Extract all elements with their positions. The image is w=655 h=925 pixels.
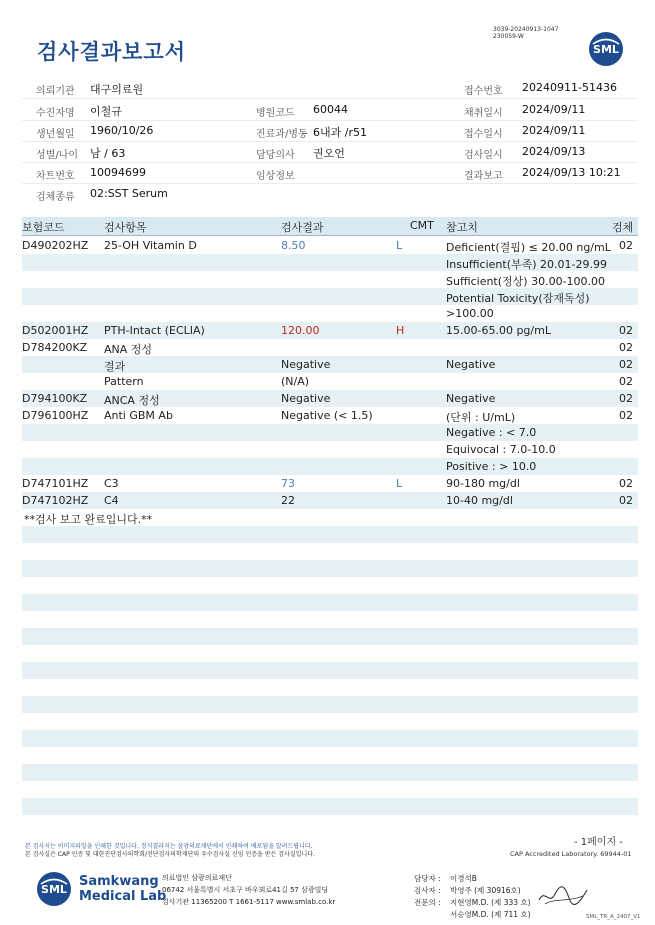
birth-label: 생년월일 — [36, 129, 75, 140]
info-row-4 — [22, 142, 638, 162]
cell-result: 22 — [281, 494, 295, 507]
receipt-no-label: 접수번호 — [464, 86, 503, 97]
cell-result: Negative (< 1.5) — [281, 409, 373, 422]
cell-spec: 02 — [619, 239, 633, 252]
cap-accreditation: CAP Accredited Laboratory. 69944-01 — [510, 850, 632, 858]
cell-result: (N/A) — [281, 375, 310, 388]
staff-value-2: 박영주 (제 30916호) — [450, 886, 521, 895]
cell-item: C4 — [104, 494, 119, 507]
cell-ref: 90-180 mg/dl — [446, 477, 520, 490]
specimen-value: 02:SST Serum — [90, 187, 168, 200]
receipt-no-value: 20240911-51436 — [522, 81, 617, 94]
cell-item: Pattern — [104, 375, 144, 388]
cell-code: D784200KZ — [22, 341, 88, 354]
staff-value-1: 이경석B — [450, 874, 477, 883]
receipt-date-value: 2024/09/11 — [522, 124, 586, 137]
staff-label-1: 담당자 : — [414, 874, 441, 883]
document-code-line1: 3039-20240913-1047 — [493, 26, 559, 33]
cell-item: **검사 보고 완료입니다.** — [24, 513, 153, 526]
cell-result: Negative — [281, 358, 331, 371]
address-line-2: 06742 서울특별시 서초구 바우뫼로41길 57 삼광빌딩 — [162, 886, 329, 894]
document-code-line2: 230059-W — [493, 33, 524, 40]
cell-spec: 02 — [619, 341, 633, 354]
sml-logo-text: SML — [593, 43, 619, 56]
footer-note-2: 본 검사실은 CAP 인증 및 대한진단검사의학회/진단검사의학재단의 우수검사실 신임 인증을 받은 검사실입니다. — [25, 851, 315, 858]
collect-date-label: 채취일시 — [464, 108, 503, 119]
cell-spec: 02 — [619, 477, 633, 490]
header-cmt: CMT — [410, 219, 434, 232]
cell-result: 120.00 — [281, 324, 320, 337]
address-line-1: 의료법인 삼광의료재단 — [162, 874, 232, 882]
row-stripe — [22, 560, 638, 577]
lab-address — [162, 872, 335, 908]
hospital-code-value: 60044 — [313, 103, 348, 116]
info-row-1 — [22, 78, 638, 98]
chart-no-value: 10094699 — [90, 166, 146, 179]
cell-ref: 15.00-65.00 pg/mL — [446, 324, 551, 337]
header-code: 보험코드 — [22, 221, 65, 234]
cell-spec: 02 — [619, 409, 633, 422]
info-row-6 — [22, 184, 638, 204]
specimen-label: 검체종류 — [36, 192, 75, 203]
cell-item: 결과 — [104, 360, 126, 373]
table-row — [22, 322, 638, 339]
cell-code: D490202HZ — [22, 239, 89, 252]
header-item: 검사항목 — [104, 221, 147, 234]
table-row — [22, 271, 638, 288]
row-stripe — [22, 798, 638, 815]
table-row — [22, 356, 638, 373]
table-row — [22, 237, 638, 254]
row-stripe — [22, 696, 638, 713]
table-row — [22, 407, 638, 424]
table-row — [22, 492, 638, 509]
doctor-value: 권오언 — [313, 147, 345, 160]
birth-value: 1960/10/26 — [90, 124, 154, 137]
dept-value: 6내과 /r51 — [313, 126, 367, 139]
cell-spec: 02 — [619, 494, 633, 507]
table-row — [22, 458, 638, 475]
institution-value: 대구의료원 — [90, 83, 144, 96]
sml-logo-icon — [36, 871, 72, 907]
cell-ref: Potential Toxicity(잠재독성) — [446, 292, 590, 305]
cell-ref: (단위 : U/mL) — [446, 411, 516, 424]
collect-date-value: 2024/09/11 — [522, 103, 586, 116]
header-ref: 참고치 — [446, 221, 478, 234]
cell-code: D747102HZ — [22, 494, 89, 507]
report-title: 검사결과보고서 — [37, 40, 187, 64]
cell-result: 8.50 — [281, 239, 306, 252]
test-date-label: 검사일시 — [464, 150, 503, 161]
patient-value: 이철규 — [90, 105, 122, 118]
staff-label-2: 검사자 : — [414, 886, 441, 895]
chart-no-label: 차트번호 — [36, 171, 75, 182]
staff-label-3: 전문의 : — [414, 898, 441, 907]
cell-spec: 02 — [619, 375, 633, 388]
cell-ref: Insufficient(부족) 20.01-29.99 — [446, 258, 607, 271]
row-stripe — [22, 764, 638, 781]
cell-result: 73 — [281, 477, 295, 490]
staff-value-4: 서승영M.D. (제 711 호) — [450, 910, 531, 919]
cell-ref: Negative : < 7.0 — [446, 426, 537, 439]
sml-logo-text: SML — [41, 883, 67, 896]
form-code: SML_TR_A_2407_V1 — [586, 914, 641, 920]
row-stripe — [22, 526, 638, 543]
cell-ref: Positive : > 10.0 — [446, 460, 537, 473]
cell-code: D796100HZ — [22, 409, 89, 422]
cell-item: Anti GBM Ab — [104, 409, 173, 422]
cell-item: ANA 정성 — [104, 343, 153, 356]
test-date-value: 2024/09/13 — [522, 145, 586, 158]
table-row — [22, 390, 638, 407]
signature-image — [535, 880, 591, 910]
table-row — [22, 288, 638, 305]
brand-line-2: Medical Lab — [79, 889, 167, 904]
table-row — [22, 441, 638, 458]
row-stripe — [22, 730, 638, 747]
cell-code: D747101HZ — [22, 477, 89, 490]
info-row-3 — [22, 121, 638, 141]
header-specimen: 검체 — [612, 221, 634, 234]
table-row — [22, 305, 638, 322]
footer-notes — [25, 843, 315, 859]
footer-note-1: 본 검사지는 이미지파일을 인쇄한 것입니다. 정식결과지는 삼광의료재단에서 인쇄하여 배포됨을 알려드립니다. — [25, 843, 313, 850]
cell-ref: Sufficient(정상) 30.00-100.00 — [446, 275, 606, 288]
sex-age-label: 성별/나이 — [36, 150, 79, 161]
institution-label: 의뢰기관 — [36, 86, 75, 97]
row-stripe — [22, 628, 638, 645]
dept-label: 진료과/병동 — [256, 129, 308, 140]
cell-cmt: H — [396, 324, 405, 337]
cell-ref: >100.00 — [446, 307, 494, 320]
hospital-code-label: 병원코드 — [256, 108, 295, 119]
cell-result: Negative — [281, 392, 331, 405]
cell-cmt: L — [396, 477, 403, 490]
staff-value-3: 지현영M.D. (제 333 호) — [450, 898, 531, 907]
cell-spec: 02 — [619, 358, 633, 371]
row-stripe — [22, 662, 638, 679]
cell-spec: 02 — [619, 324, 633, 337]
cell-ref: 10-40 mg/dl — [446, 494, 513, 507]
patient-label: 수진자명 — [36, 108, 75, 119]
brand-line-1: Samkwang — [79, 874, 159, 889]
table-row — [22, 475, 638, 492]
page-number: - 1페이지 - — [574, 837, 623, 848]
cell-code: D794100KZ — [22, 392, 88, 405]
receipt-date-label: 접수일시 — [464, 129, 503, 140]
table-row — [22, 254, 638, 271]
cell-ref: Negative — [446, 392, 496, 405]
cell-item: C3 — [104, 477, 119, 490]
report-date-label: 결과보고 — [464, 171, 503, 182]
clinical-label: 임상정보 — [256, 171, 295, 182]
sml-logo-icon — [588, 31, 624, 67]
staff-info — [414, 873, 531, 921]
cell-cmt: L — [396, 239, 403, 252]
row-stripe — [22, 594, 638, 611]
cell-ref: Equivocal : 7.0-10.0 — [446, 443, 556, 456]
results-header — [22, 217, 638, 235]
sex-age-value: 남 / 63 — [90, 147, 126, 160]
cell-code: D502001HZ — [22, 324, 89, 337]
table-row — [22, 424, 638, 441]
cell-ref: Deficient(결핍) ≤ 20.00 ng/mL — [446, 241, 611, 254]
cell-ref: Negative — [446, 358, 496, 371]
cell-item: ANCA 정성 — [104, 394, 160, 407]
cell-item: PTH-Intact (ECLIA) — [104, 324, 205, 337]
document-code — [493, 26, 558, 40]
info-row-2 — [22, 100, 638, 120]
header-result: 검사결과 — [281, 221, 324, 234]
brand-name — [79, 874, 166, 904]
doctor-label: 담당의사 — [256, 150, 295, 161]
table-row — [22, 339, 638, 356]
report-date-value: 2024/09/13 10:21 — [522, 166, 621, 179]
table-row — [22, 373, 638, 390]
cell-item: 25-OH Vitamin D — [104, 239, 197, 252]
report-complete-note — [22, 509, 638, 526]
info-row-5 — [22, 163, 638, 183]
cell-spec: 02 — [619, 392, 633, 405]
address-line-3: 검사기관 11365200 T 1661-5117 www.smlab.co.kr — [162, 898, 336, 906]
